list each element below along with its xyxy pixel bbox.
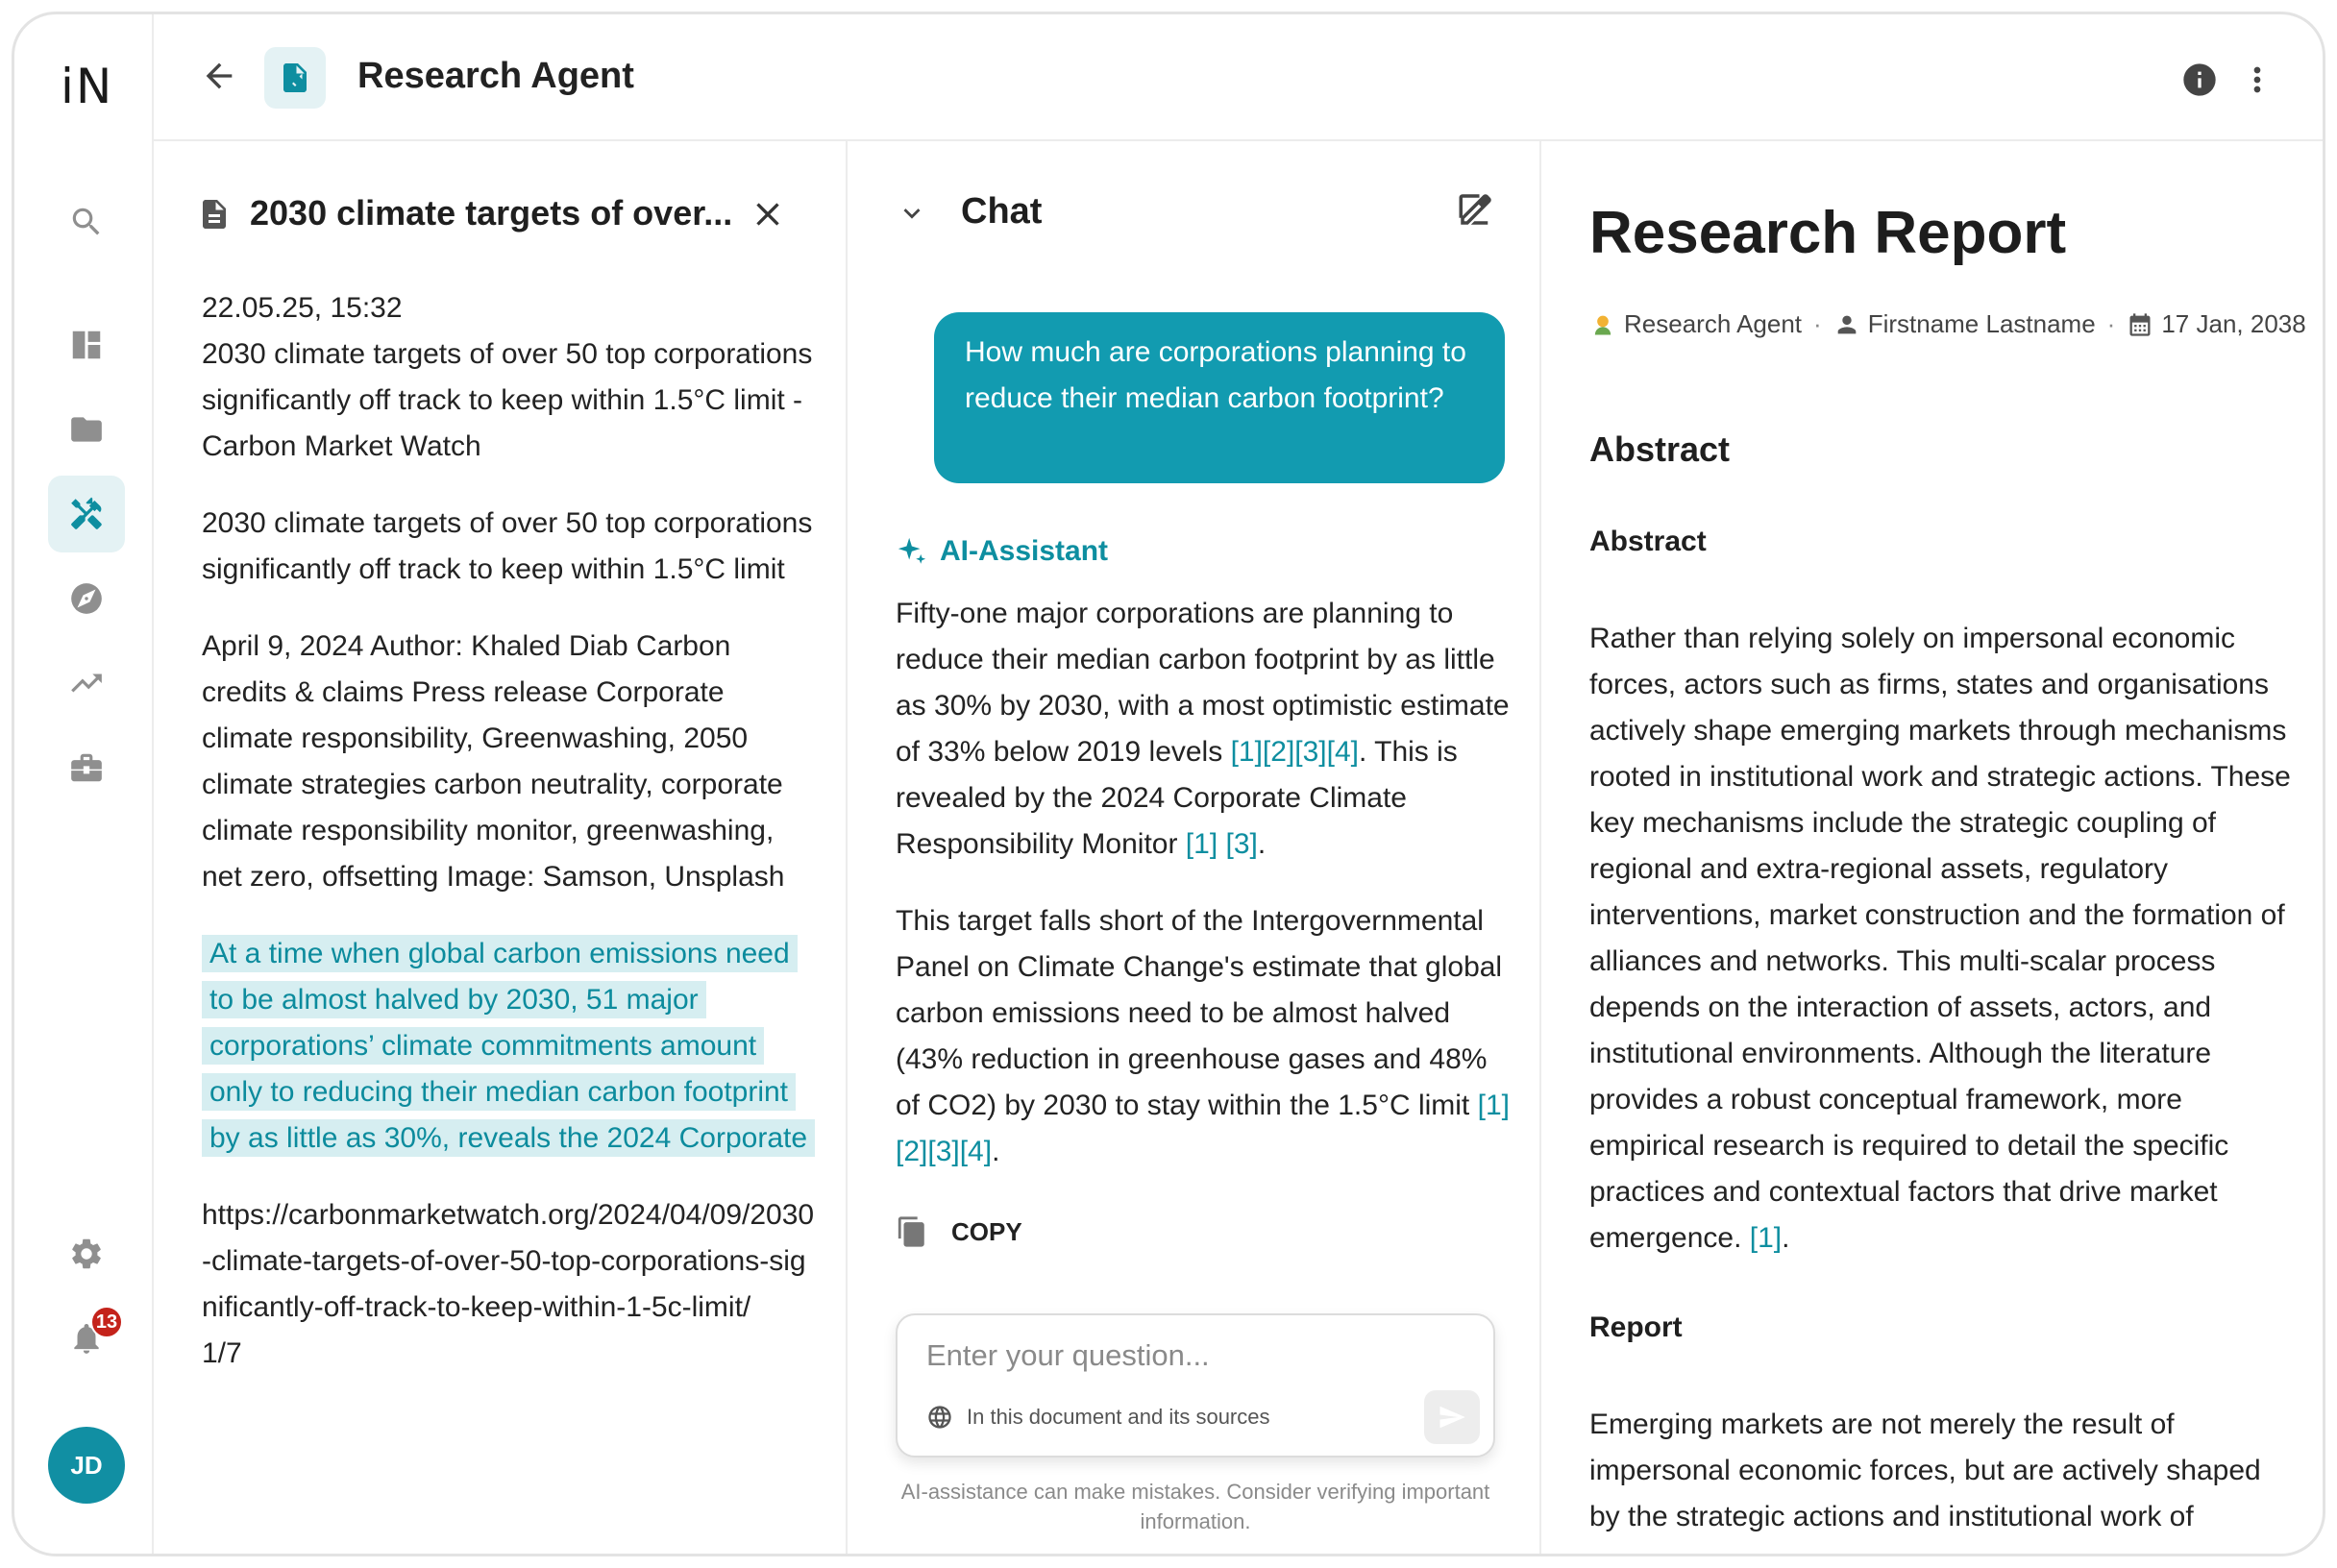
assistant-text: . This is revealed by the 2024 Corporate Climate Responsibility Monitor — [896, 736, 1458, 860]
agent-emoji-icon — [1589, 311, 1616, 338]
document-paragraph: 2030 climate targets of over 50 top corporations significantly off track to keep within 1.5°C limit — [202, 507, 813, 585]
chat-panel — [848, 141, 1541, 1554]
copy-label: COPY — [951, 1216, 1022, 1246]
notification-badge: 13 — [90, 1306, 123, 1338]
rail-search-button[interactable] — [48, 184, 125, 260]
agent-avatar — [264, 47, 326, 109]
more-options-button[interactable] — [2238, 61, 2276, 99]
meta-separator: · — [1813, 309, 1822, 338]
citation-link[interactable]: [3] — [927, 1136, 960, 1167]
citation-link[interactable]: [1] — [1185, 828, 1218, 860]
globe-icon — [926, 1404, 953, 1431]
user-message: How much are corporations planning to reduce their median carbon footprint? — [934, 312, 1505, 483]
citation-link[interactable]: [3] — [1225, 828, 1258, 860]
document-headline: 2030 climate targets of over 50 top corporations significantly off track to keep within 1.5°C limit - Carbon Market Watch — [202, 338, 813, 462]
search-icon — [68, 204, 105, 240]
rail-workspace-button[interactable] — [48, 729, 125, 806]
assistant-text: . — [992, 1136, 1000, 1167]
abstract-period: . — [1782, 1222, 1790, 1254]
report-text: Emerging markets are not merely the result of impersonal economic forces, but are actively shaped by the strategic actions and institutional work of — [1589, 1409, 2261, 1532]
document-content — [202, 285, 817, 1408]
back-button[interactable] — [200, 57, 238, 95]
chat-title: Chat — [961, 191, 1043, 232]
page-indicator: 1/7 — [202, 1337, 242, 1369]
info-button[interactable] — [2180, 61, 2219, 99]
document-paragraph: April 9, 2024 Author: Khaled Diab Carbon credits & claims Press release Corporate climate responsibility, Greenwashing, 2050 climate strategies carbon neutrality, corporate climate responsibility monitor, greenwashing, net zero, offsetting Image: Samson, Unsplash — [202, 630, 785, 893]
citation-link[interactable]: [4] — [959, 1136, 993, 1167]
subsection-heading: Abstract — [1589, 526, 1707, 557]
rail-notifications-button[interactable] — [48, 1300, 125, 1377]
calendar-icon — [2127, 311, 2153, 338]
rail-dashboard-button[interactable] — [48, 306, 125, 383]
citation-link[interactable]: [1] — [1230, 736, 1263, 768]
sparkle-icon — [896, 535, 928, 568]
citation-link[interactable]: [3] — [1294, 736, 1327, 768]
highlight-text[interactable]: At a time when global carbon emissions need to be almost halved by 2030, 51 major corporations’ climate commitments amount only to reducing their median carbon footprint by as little as 30%, reveals the 2024 Corporate — [202, 935, 815, 1157]
tools-icon — [68, 496, 105, 532]
document-title: 2030 climate targets of over... — [250, 193, 733, 233]
abstract-text — [1589, 616, 2291, 1262]
citation-link[interactable]: [2] — [1262, 736, 1295, 768]
document-timestamp: 22.05.25, 15:32 — [202, 292, 403, 324]
document-source — [202, 1192, 817, 1377]
agent-name: Research Agent — [1624, 309, 1803, 338]
more-vertical-icon — [2238, 61, 2276, 99]
dashboard-icon — [68, 327, 105, 363]
close-icon — [749, 195, 787, 233]
assistant-message — [896, 591, 1511, 1206]
document-paragraph — [202, 285, 817, 470]
info-icon — [2180, 61, 2219, 99]
app-logo[interactable]: iN — [61, 59, 114, 114]
question-input[interactable] — [926, 1333, 1445, 1379]
rail-tools-button[interactable] — [48, 476, 125, 552]
top-bar — [154, 14, 2323, 141]
author-name: Firstname Lastname — [1867, 309, 2096, 338]
rail-settings-button[interactable] — [48, 1215, 125, 1292]
assistant-text: . — [1257, 828, 1267, 860]
close-document-button[interactable] — [749, 195, 787, 233]
date-text: 17 Jan, 2038 — [2161, 309, 2306, 338]
report-author — [1833, 309, 2096, 339]
search-scope-selector[interactable] — [926, 1404, 1270, 1431]
chevron-down-icon — [896, 197, 928, 230]
new-chat-button[interactable] — [1456, 189, 1496, 230]
copy-button[interactable] — [896, 1215, 1022, 1248]
chat-composer — [896, 1313, 1495, 1458]
assistant-text — [1218, 828, 1225, 860]
app-window — [12, 12, 2325, 1556]
highlighted-passage[interactable] — [202, 931, 817, 1162]
user-avatar[interactable]: JD — [48, 1427, 125, 1504]
rail-explore-button[interactable] — [48, 560, 125, 637]
assistant-label — [896, 535, 1108, 568]
citation-link[interactable]: [2] — [896, 1136, 928, 1167]
rail-trends-button[interactable] — [48, 645, 125, 722]
report-title: Research Report — [1589, 200, 2067, 266]
ai-disclaimer: AI-assistance can make mistakes. Consider verifying important information. — [900, 1480, 1490, 1533]
gear-icon — [68, 1236, 105, 1272]
citation-link[interactable]: [1] — [1477, 1090, 1510, 1121]
citation-link[interactable]: [1] — [1749, 1222, 1783, 1254]
rail-folder-button[interactable] — [48, 391, 125, 468]
document-icon — [197, 195, 232, 233]
left-rail — [14, 14, 154, 1554]
scope-label: In this document and its sources — [967, 1405, 1270, 1429]
folder-icon — [68, 411, 105, 448]
section-heading: Abstract — [1589, 429, 1731, 469]
abstract-body: Rather than relying solely on impersonal economic forces, actors such as firms, states and organisations actively shape emerging markets through mechanisms rooted in institutional work and strategic actions. These key mechanisms include the strategic coupling of regional and extra-regional assets, regulatory interventions, market construction and the formation of alliances and networks. This multi-scalar process depends on the interaction of assets, actors, and institutional environments. Although the literature provides a robust conceptual framework, more empirical research is required to detail the specific practices and contextual factors that drive market emergence. — [1589, 623, 2291, 1254]
assistant-paragraph — [896, 591, 1511, 868]
subsection-heading: Report — [1589, 1311, 1683, 1343]
assistant-text: This target falls short of the Intergovernmental Panel on Climate Change's estimate that global carbon emissions need to be almost halved (43% reduction in greenhouse gases and 48% of CO2) by 2030 to stay within the 1.5°C limit — [896, 905, 1503, 1121]
meta-separator: · — [2106, 309, 2116, 338]
document-header — [197, 191, 807, 239]
citation-link[interactable]: [4] — [1326, 736, 1359, 768]
edit-icon — [1456, 189, 1496, 230]
briefcase-icon — [68, 749, 105, 786]
assistant-text: Fifty-one major corporations are planning to reduce their median carbon footprint by as little as 30% by 2030, with a most optimistic estimate of 33% below 2019 levels — [896, 598, 1510, 768]
person-icon — [1833, 311, 1860, 338]
assistant-paragraph — [896, 898, 1511, 1175]
report-agent — [1589, 309, 1802, 339]
research-agent-icon — [278, 61, 312, 95]
report-panel — [1541, 141, 2323, 1554]
trending-up-icon — [68, 665, 105, 701]
collapse-chat-button[interactable] — [896, 197, 928, 230]
send-icon — [1438, 1403, 1466, 1432]
assistant-name: AI-Assistant — [940, 535, 1109, 567]
document-panel — [154, 141, 848, 1554]
arrow-back-icon — [200, 57, 238, 95]
report-date — [2127, 309, 2305, 339]
send-button[interactable] — [1424, 1390, 1480, 1444]
report-meta — [1589, 309, 2306, 339]
source-url[interactable]: https://carbonmarketwatch.org/2024/04/09/2030-climate-targets-of-over-50-top-corporations-significantly-off-track-to-keep-within-1-5c-limit/ — [202, 1199, 815, 1323]
compass-icon — [68, 580, 105, 617]
copy-icon — [896, 1215, 928, 1248]
page-title: Research Agent — [357, 56, 634, 96]
chat-header — [896, 189, 1496, 237]
